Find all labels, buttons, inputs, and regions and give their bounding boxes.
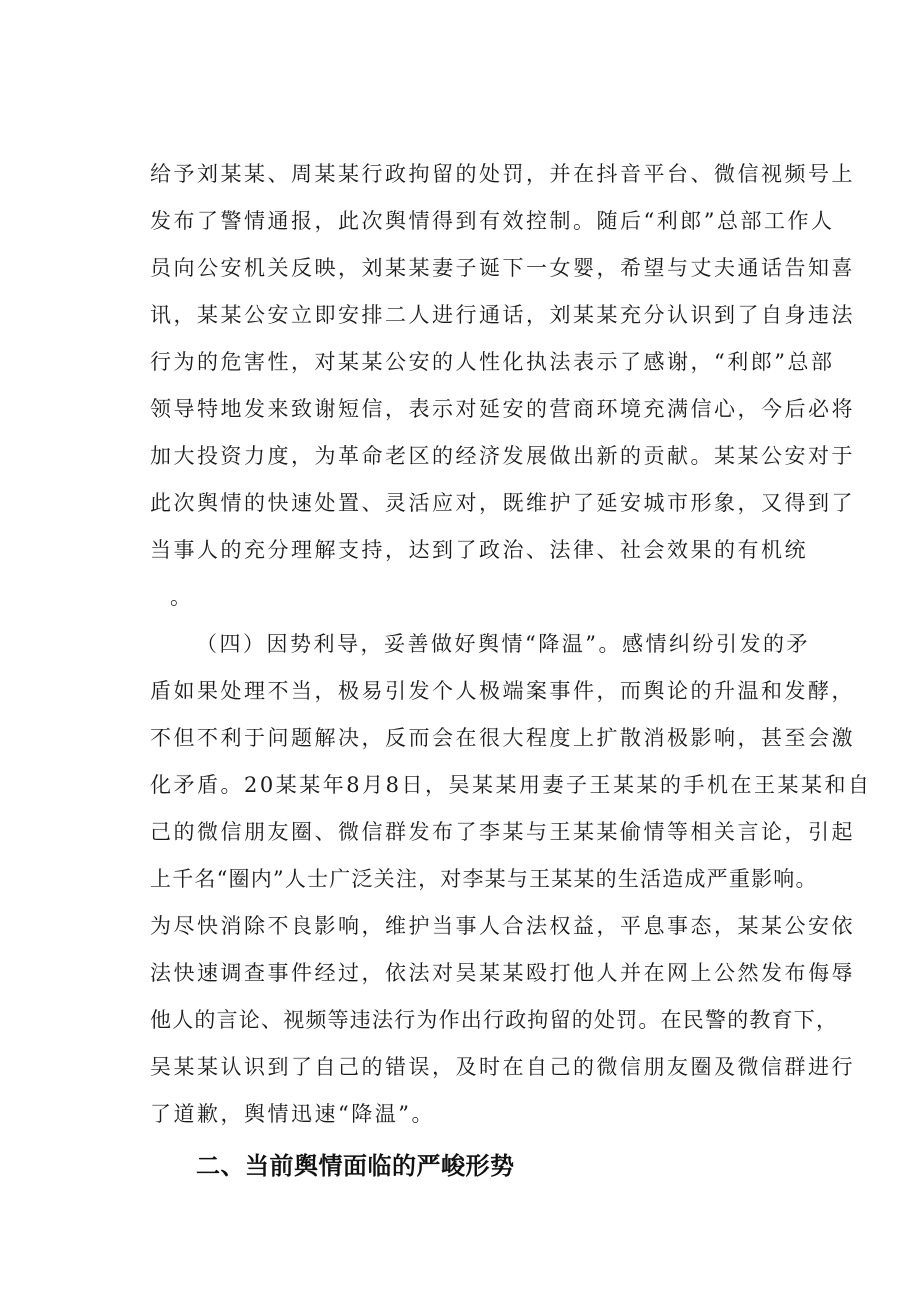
paragraph-line: 盾如果处理不当，极易引发个人极端案事件，而舆论的升温和发酵， <box>150 679 855 703</box>
paragraph-line: （四）因势利导，妥善做好舆情“降温”。感情纠纷引发的矛 <box>196 632 810 656</box>
paragraph-line: 。 <box>170 585 194 609</box>
paragraph-line: 他人的言论、视频等违法行为作出行政拘留的处罚。在民警的教育下， <box>150 1008 839 1032</box>
paragraph-line: 法快速调查事件经过，依法对吴某某殴打他人并在网上公然发布侮辱 <box>150 961 855 985</box>
paragraph-line: 行为的危害性，对某某公安的人性化执法表示了感谢，“利郎”总部 <box>150 350 835 374</box>
paragraph-line: 不但不利于问题解决，反而会在很大程度上扩散消极影响，甚至会激 <box>150 726 855 750</box>
paragraph-line: 己的微信朋友圈、微信群发布了李某与王某某偷情等相关言论，引起 <box>150 820 855 844</box>
paragraph-line: 给予刘某某、周某某行政拘留的处罚，并在抖音平台、微信视频号上 <box>150 162 855 186</box>
paragraph-line: 吴某某认识到了自己的错误，及时在自己的微信朋友圈及微信群进行 <box>150 1055 855 1079</box>
paragraph-line: 员向公安机关反映，刘某某妻子诞下一女婴，希望与丈夫通话告知喜 <box>150 256 855 280</box>
paragraph-line: 当事人的充分理解支持，达到了政治、法律、社会效果的有机统 <box>150 538 808 562</box>
section-heading: 二、当前舆情面临的严峻形势 <box>196 1152 515 1180</box>
paragraph-line: 了道歉，舆情迅速“降温”。 <box>150 1102 435 1126</box>
paragraph-line: 化矛盾。20某某年8月8日，吴某某用妻子王某某的手机在王某某和自 <box>150 773 872 797</box>
paragraph-line: 讯，某某公安立即安排二人进行通话，刘某某充分认识到了自身违法 <box>150 303 855 327</box>
paragraph-line: 上千名“圈内”人士广泛关注，对李某与王某某的生活造成严重影响。 <box>150 867 818 891</box>
paragraph-line: 此次舆情的快速处置、灵活应对，既维护了延安城市形象，又得到了 <box>150 491 855 515</box>
paragraph-line: 发布了警情通报，此次舆情得到有效控制。随后“利郎”总部工作人 <box>150 209 835 233</box>
paragraph-line: 领导特地发来致谢短信，表示对延安的营商环境充满信心，今后必将 <box>150 397 855 421</box>
paragraph-line: 为尽快消除不良影响，维护当事人合法权益，平息事态，某某公安依 <box>150 914 855 938</box>
paragraph-line: 加大投资力度，为革命老区的经济发展做出新的贡献。某某公安对于 <box>150 444 855 468</box>
